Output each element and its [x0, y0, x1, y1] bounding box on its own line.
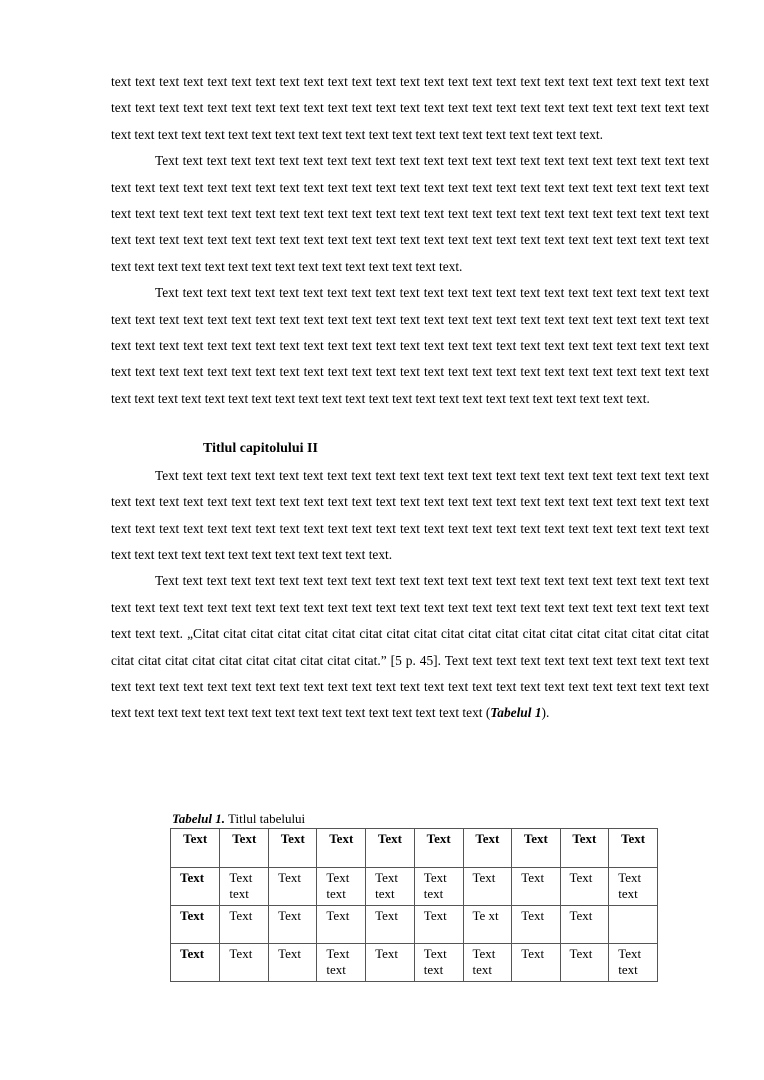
table-cell: Text [560, 906, 609, 944]
table-cell: Text [560, 868, 609, 906]
table-header-cell: Text [269, 829, 317, 868]
table-cell: Te xt [463, 906, 512, 944]
table-cell: Text [269, 944, 317, 982]
table-cell: Text [220, 944, 269, 982]
table-cell: Text text [414, 868, 463, 906]
table-header-cell: Text [463, 829, 512, 868]
table-cell: Text [463, 868, 512, 906]
body-paragraph-1: text text text text text text text text text text text text text text text text text text text text text text text text text text text text text text text text text text text text text text text text text text text text text text text text text text text text text text text text text text text text text text text text text text text text text text text. [111, 74, 709, 142]
table-cell: Text text [317, 868, 366, 906]
table-header-cell: Text [560, 829, 609, 868]
table-cell: Text [512, 906, 560, 944]
chapter-paragraph-1: Text text text text text text text text text text text text text text text text text text text text text text text text text text text text text text text text text text text text text text text text text text text text text text text text text text text text text text text text text text text text text text text text text text text text text text text text text text text text text text text text text text text text text. [111, 467, 709, 562]
table-cell: Text [220, 906, 269, 944]
table-cell: Text [512, 944, 560, 982]
table-header-cell: Text [366, 829, 415, 868]
table-header-cell: Text [414, 829, 463, 868]
table-cell: Text [171, 906, 220, 944]
table-cell: Text text [220, 868, 269, 906]
table-row [171, 906, 658, 944]
table-cell: Text [269, 868, 317, 906]
table-header-row [171, 829, 658, 868]
table-caption-label: Tabelul 1. [172, 811, 225, 826]
table-cell: Text text [463, 944, 512, 982]
table-cell: Text text [317, 944, 366, 982]
table-caption-title: Titlul tabelului [224, 811, 306, 826]
table-cell: Text text [609, 868, 658, 906]
table-cell: Text [317, 906, 366, 944]
chapter-paragraph-2-end: ). [541, 705, 550, 721]
document-page [111, 69, 709, 727]
table-cell: Text [366, 944, 415, 982]
chapter-heading: Titlul capitolului II [203, 441, 318, 457]
table-row [171, 944, 658, 982]
table-header-cell: Text [317, 829, 366, 868]
table-cell: Text [414, 906, 463, 944]
table-caption [172, 811, 305, 827]
table-cell: Text [512, 868, 560, 906]
table-cell: Text [171, 868, 220, 906]
body-paragraph-3: Text text text text text text text text text text text text text text text text text text text text text text text text text text text text text text text text text text text text text text text text text text text text text text text text text text text text text text text text text text text text text text text text text text text text text text text text text text text text text text text text text text text text text text text text text text text text text text text text text text text text text text text text text text text text text text text text text text text text text text text text text. [111, 285, 709, 406]
table-cell: Text [560, 944, 609, 982]
data-table [170, 828, 658, 982]
table-reference: Tabelul 1 [490, 705, 542, 721]
table-cell: Text [366, 906, 415, 944]
table-row [171, 868, 658, 906]
table-header-cell: Text [171, 829, 220, 868]
table-cell [609, 906, 658, 944]
table-header-cell: Text [512, 829, 560, 868]
chapter-paragraph-2 [111, 568, 709, 726]
table-header-cell: Text [220, 829, 269, 868]
table-cell: Text text [414, 944, 463, 982]
table-cell: Text text [609, 944, 658, 982]
table-header-cell: Text [609, 829, 658, 868]
chapter-paragraph-2-text: Text text text text text text text text text text text text text text text text text text text text text text text text text text text text text text text text text text text text text text text text text text text text text text text text text text text. „Citat citat citat citat citat citat citat citat citat citat citat citat citat citat citat citat citat citat citat citat citat citat citat citat citat citat citat citat citat.” [5 p. 45]. Text text text text text text text text text text text text text text text text text text text text text text text text text text text text text text text text text text text text text text text text text text text text text text text text text text text text ( [111, 573, 709, 721]
table-cell: Text [269, 906, 317, 944]
table-cell: Text [171, 944, 220, 982]
table-cell: Text text [366, 868, 415, 906]
body-paragraph-2: Text text text text text text text text text text text text text text text text text text text text text text text text text text text text text text text text text text text text text text text text text text text text text text text text text text text text text text text text text text text text text text text text text text text text text text text text text text text text text text text text text text text text text text text text text text text text text text text text text text text text text text text text text text text text text text text text text. [111, 153, 709, 274]
